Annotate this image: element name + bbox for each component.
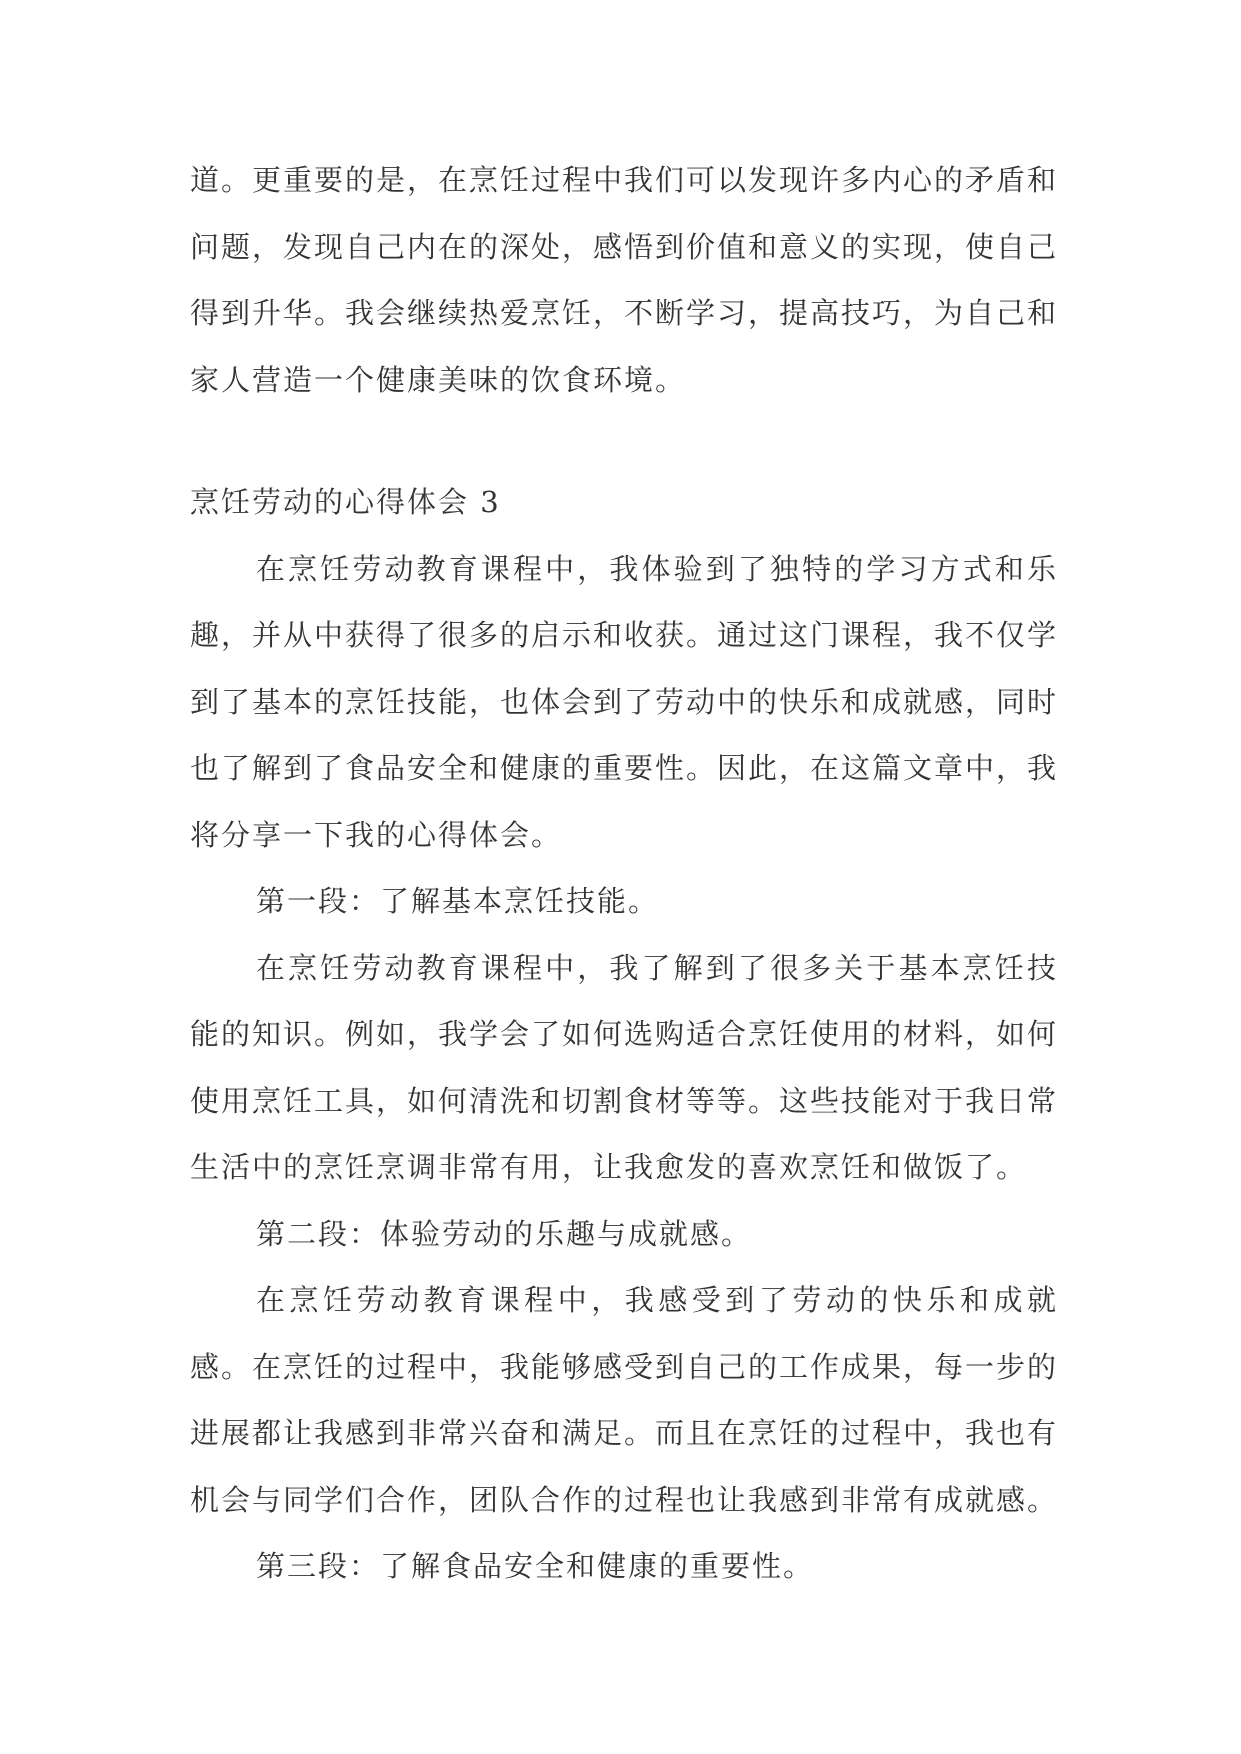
subheading-part-two: 第二段：体验劳动的乐趣与成就感。: [256, 1216, 753, 1251]
document-page: [190, 147, 1058, 1600]
section-heading: 烹饪劳动的心得体会 3: [190, 485, 501, 519]
paragraph-part-two: 在烹饪劳动教育课程中，我感受到了劳动的快乐和成就感。在烹饪的过程中，我能够感受到自己的工作成果，每一步的进展都让我感到非常兴奋和满足。而且在烹饪的过程中，我也有机会与同学们合作，团队合作的过程也让我感到非常有成就感。: [190, 1283, 1059, 1517]
subheading-part-one: 第一段：了解基本烹饪技能。: [256, 884, 660, 918]
subheading-part-three: 第三段：了解食品安全和健康的重要性。: [256, 1549, 815, 1583]
paragraph-continued: 道。更重要的是，在烹饪过程中我们可以发现许多内心的矛盾和问题，发现自己内在的深处，感悟到价值和意义的实现，使自己得到升华。我会继续热爱烹饪，不断学习，提高技巧，为自己和家人营造一个健康美味的饮食环境。: [190, 163, 1059, 397]
paragraph-part-one: 在烹饪劳动教育课程中，我了解到了很多关于基本烹饪技能的知识。例如，我学会了如何选购适合烹饪使用的材料，如何使用烹饪工具，如何清洗和切割食材等等。这些技能对于我日常生活中的烹饪烹调非常有用，让我愈发的喜欢烹饪和做饭了。: [190, 950, 1059, 1184]
paragraph-intro: 在烹饪劳动教育课程中，我体验到了独特的学习方式和乐趣，并从中获得了很多的启示和收获。通过这门课程，我不仅学到了基本的烹饪技能，也体会到了劳动中的快乐和成就感，同时也了解到了食品安全和健康的重要性。因此，在这篇文章中，我将分享一下我的心得体会。: [190, 551, 1059, 852]
